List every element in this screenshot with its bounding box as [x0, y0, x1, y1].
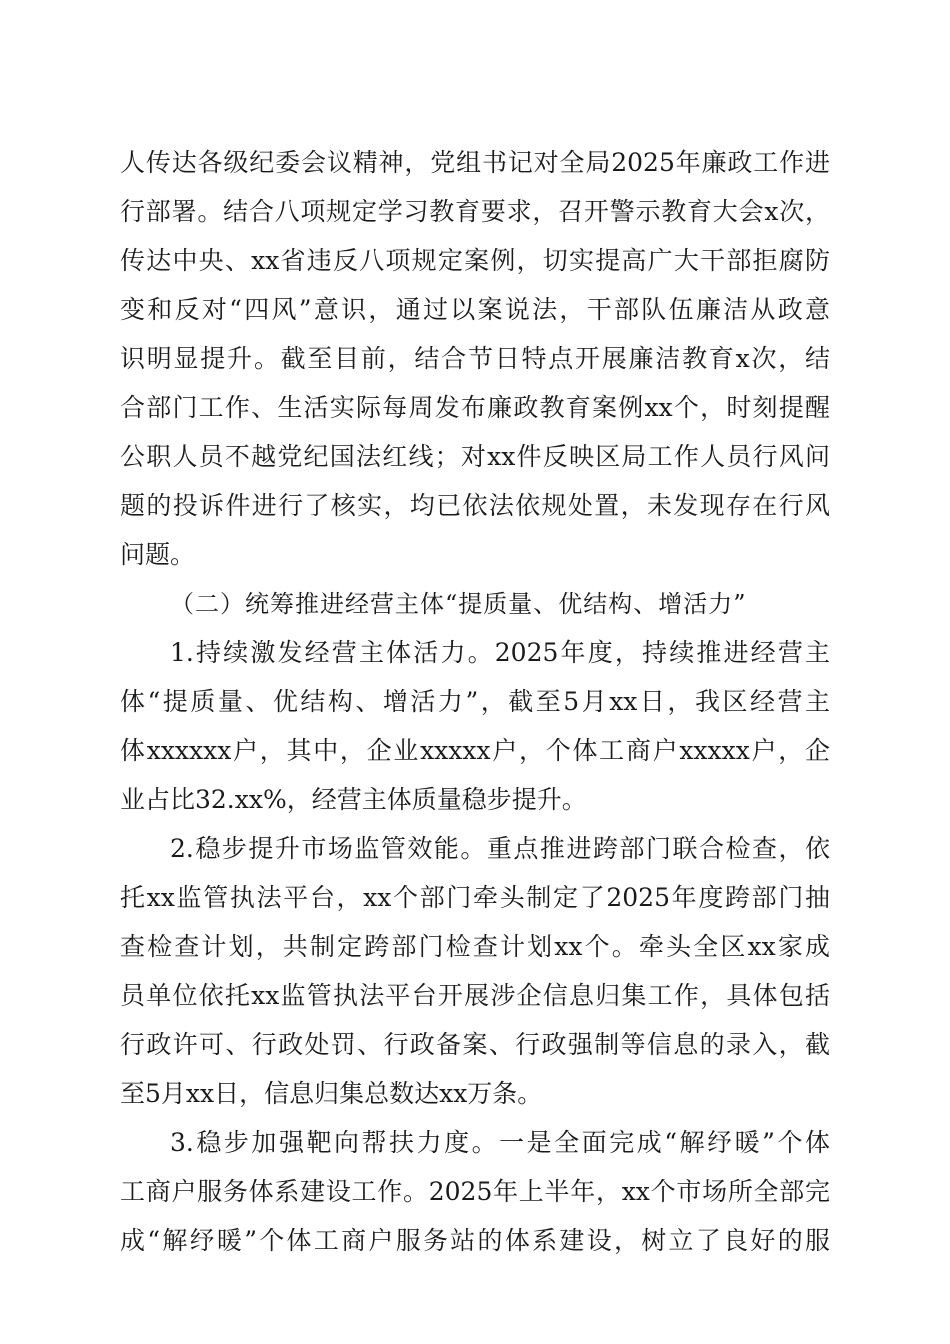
paragraph-line: 变和反对“四风”意识，通过以案说法，干部队伍廉洁从政意 [120, 295, 830, 324]
paragraph-line: 业占比32.xx%，经营主体质量稳步提升。 [120, 785, 587, 814]
paragraph-line: 查检查计划，共制定跨部门检查计划xx个。牵头全区xx家成 [120, 932, 830, 961]
paragraph-line: 题的投诉件进行了核实，均已依法依规处置，未发现存在行风 [120, 491, 830, 520]
paragraph-line: 3.稳步加强靶向帮扶力度。一是全面完成“解纾暖”个体 [170, 1128, 830, 1157]
paragraph-line: 托xx监管执法平台，xx个部门牵头制定了2025年度跨部门抽 [120, 883, 830, 912]
paragraph-line: 问题。 [120, 540, 196, 569]
paragraph-line: 人传达各级纪委会议精神，党组书记对全局2025年廉政工作进 [120, 148, 830, 177]
paragraph-line: 识明显提升。截至目前，结合节日特点开展廉洁教育x次，结 [120, 344, 830, 373]
paragraph-line: 传达中央、xx省违反八项规定案例，切实提高广大干部拒腐防 [120, 246, 830, 275]
paragraph-line: 工商户服务体系建设工作。2025年上半年，xx个市场所全部完 [120, 1177, 830, 1206]
paragraph-line: 至5月xx日，信息归集总数达xx万条。 [120, 1079, 543, 1108]
paragraph-line: 1.持续激发经营主体活力。2025年度，持续推进经营主 [170, 638, 830, 667]
paragraph-line: 合部门工作、生活实际每周发布廉政教育案例xx个，时刻提醒 [120, 393, 830, 422]
paragraph-line: 公职人员不越党纪国法红线；对xx件反映区局工作人员行风问 [120, 442, 830, 471]
paragraph-line: 2.稳步提升市场监管效能。重点推进跨部门联合检查，依 [170, 834, 830, 863]
paragraph-line: 行部署。结合八项规定学习教育要求，召开警示教育大会x次， [120, 197, 830, 226]
paragraph-line: 员单位依托xx监管执法平台开展涉企信息归集工作，具体包括 [120, 981, 830, 1010]
paragraph-line: 行政许可、行政处罚、行政备案、行政强制等信息的录入，截 [120, 1030, 830, 1059]
paragraph-line: 成“解纾暖”个体工商户服务站的体系建设，树立了良好的服 [120, 1226, 830, 1255]
paragraph-line: 体xxxxxx户，其中，企业xxxxx户，个体工商户xxxxx户，企 [120, 736, 830, 765]
paragraph-line: 体“提质量、优结构、增活力”，截至5月xx日，我区经营主 [120, 687, 830, 716]
section-heading: （二）统筹推进经营主体“提质量、优结构、增活力” [170, 590, 747, 618]
